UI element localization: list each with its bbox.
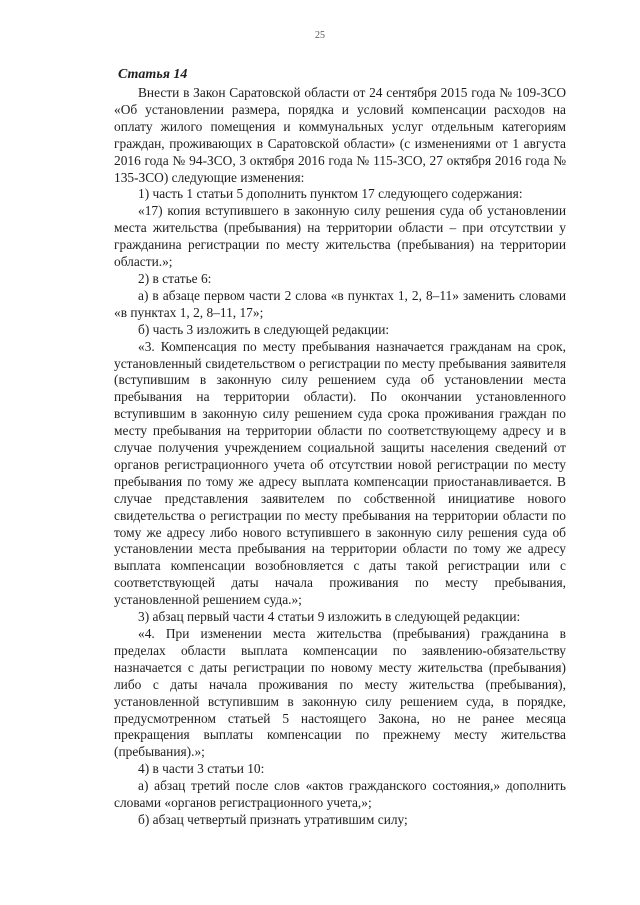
paragraph-item-1-text: «17) копия вступившего в законную силу решения суда об установлении места жительства (пребывания) на территории области – при отсутствии у гражданина регистрации по месту жительства (пребывания) на территории области.»; <box>114 203 566 270</box>
paragraph-item-2: 2) в статье 6: <box>138 270 212 286</box>
paragraph-intro: Внести в Закон Саратовской области от 24 сентября 2015 года № 109-ЗСО «Об установлении размера, порядка и условий компенсации расходов на оплату жилого помещения и коммунальных услуг отдельным категориям граждан, проживающих в Саратовской области» (с изменениями от 1 августа 2016 года № 94-ЗСО, 3 октября 2016 года № 115-ЗСО, 27 октября 2016 года № 135-ЗСО) следующие изменения: <box>114 85 566 185</box>
paragraph-item-4b: б) абзац четвертый признать утратившим силу; <box>138 811 408 827</box>
article-title: Статья 14 <box>118 67 188 82</box>
paragraph-item-4a: а) абзац третий после слов «актов гражданского состояния,» дополнить словами «органов регистрационного учета,»; <box>114 778 566 811</box>
paragraph-item-2b-text: «3. Компенсация по месту пребывания назначается гражданам на срок, установленный свидетельством о регистрации по месту пребывания заявителя (вступившим в законную силу решением суда об установлении места пребывания на территории области). По окончании установленного вступившим в законную силу решением суда срока проживания граждан по месту пребывания на территории области по соответствующему адресу и в случае получения учреждением социальной защиты населения сведений от органов регистрационного учета об отсутствии новой регистрации по месту пребывания по тому же адресу выплата компенсации приостанавливается. В случае представления заявителем по собственной инициативе нового свидетельства о регистрации по месту пребывания на территории области по тому же адресу либо нового вступившего в законную силу решения суда об установлении места пребывания на территории области по тому же адресу выплата компенсации возобновляется с даты такой регистрации или с соответствующей даты начала проживания по месту пребывания, установленной решением суда.»; <box>114 338 566 608</box>
paragraph-item-3-text: «4. При изменении места жительства (пребывания) гражданина в пределах области выплата компенсации по заявлению-обязательству назначается с даты регистрации по новому месту жительства (пребывания) либо с даты начала проживания по месту жительства (пребывания), установленной вступившим в законную силу решением суда, в порядке, предусмотренном статьей 5 настоящего Закона, но не ранее месяца прекращения выплаты компенсации по прежнему месту жительства (пребывания).»; <box>114 626 566 760</box>
paragraph-item-2b: б) часть 3 изложить в следующей редакции: <box>138 321 390 337</box>
document-body <box>114 66 566 829</box>
paragraph-item-3: 3) абзац первый части 4 статьи 9 изложить в следующей редакции: <box>138 609 521 625</box>
paragraph-item-4: 4) в части 3 статьи 10: <box>138 761 265 777</box>
page-number: 25 <box>315 30 325 41</box>
paragraph-item-1: 1) часть 1 статьи 5 дополнить пунктом 17 следующего содержания: <box>138 186 523 202</box>
paragraph-item-2a: а) в абзаце первом части 2 слова «в пунктах 1, 2, 8–11» заменить словами «в пунктах 1, 2, 8–11, 17»; <box>114 287 566 320</box>
